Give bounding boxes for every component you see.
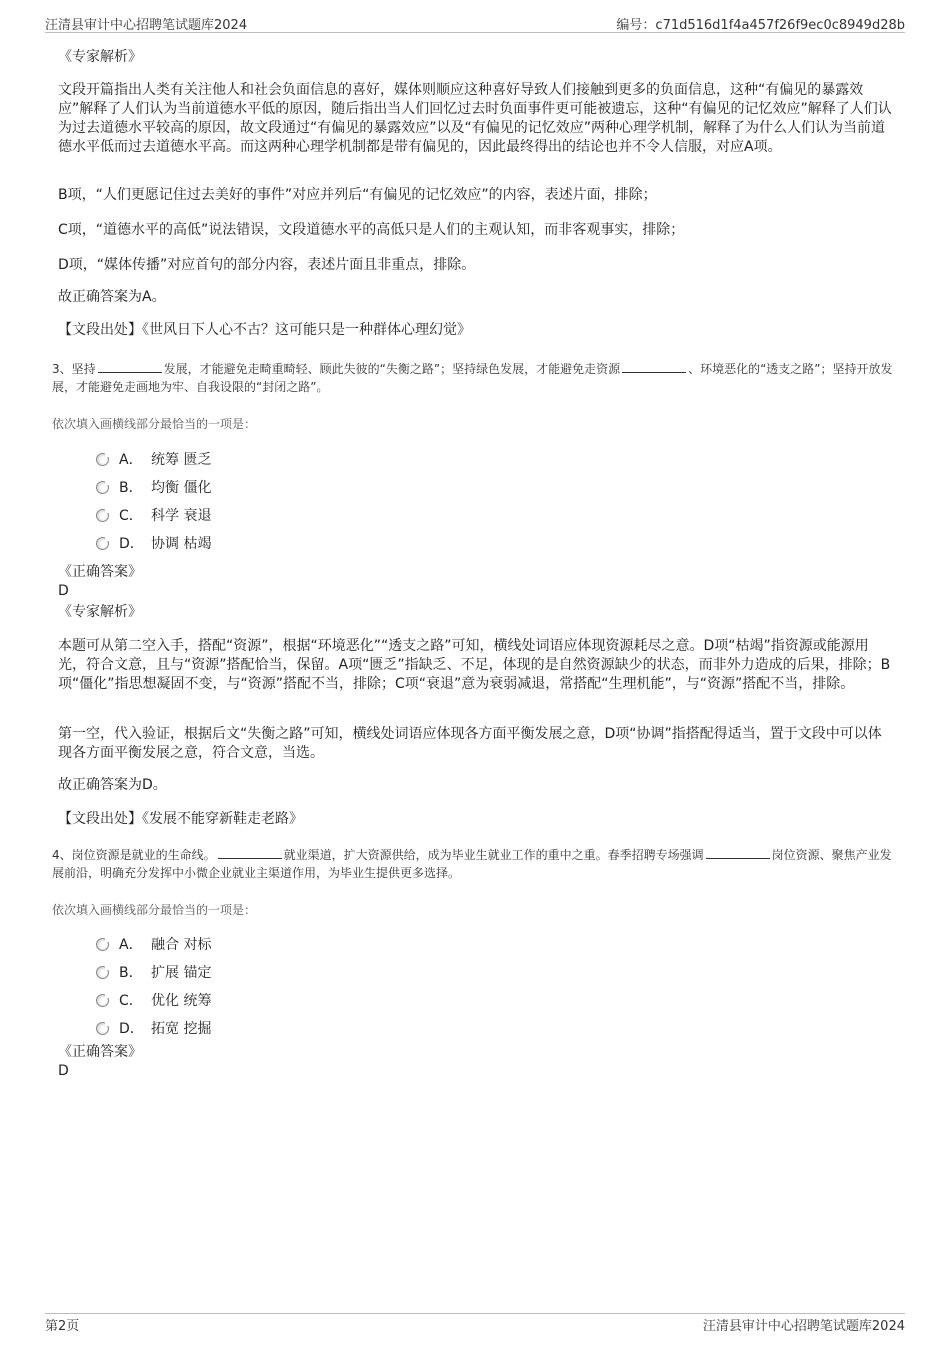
q2-analysis-paragraph: D项，“媒体传播”对应首句的部分内容，表述片面且非重点，排除。 [58, 257, 476, 273]
radio-button[interactable] [96, 481, 109, 494]
q2-conclusion: 故正确答案为A。 [58, 289, 166, 305]
q4-stem: 4、岗位资源是就业的生命线。 就业渠道，扩大资源供给，成为毕业生就业工作的重中之重。春季招聘专场强调 岗位资源、聚焦产业发展前沿，明确充分发挥中小微企业就业主渠道作用，为毕业生提供更多选择。 [52, 848, 892, 880]
q4-option-b[interactable]: B． 扩展 锚定 [96, 963, 211, 983]
radio-button[interactable] [96, 537, 109, 550]
q3-option-c[interactable]: C． 科学 衰退 [96, 506, 211, 526]
fill-blank [622, 361, 686, 373]
q3-answer-label: 《正确答案》 [58, 564, 142, 580]
radio-button[interactable] [96, 938, 109, 951]
q4-answer-label: 《正确答案》 [58, 1044, 142, 1060]
fill-blank [98, 361, 162, 373]
radio-button[interactable] [96, 453, 109, 466]
q3-conclusion: 故正确答案为D。 [58, 777, 167, 793]
radio-button[interactable] [96, 994, 109, 1007]
page-header [45, 14, 905, 33]
q3-stem: 3、坚持 发展，才能避免走畸重畸轻、顾此失彼的“失衡之路”；坚持绿色发展，才能避免走资源 、环境恶化的“透支之路”；坚持开放发展，才能避免走画地为牢、自我设限的“封闭之路”。 [52, 362, 893, 394]
page-number: 第2页 [45, 1319, 80, 1334]
page-footer [45, 1313, 905, 1334]
q3-option-a[interactable]: A． 统筹 匮乏 [96, 450, 211, 470]
footer-title: 汪清县审计中心招聘笔试题库2024 [702, 1319, 905, 1334]
q4-answer: D [58, 1063, 69, 1079]
q3-analysis-paragraph: 本题可从第二空入手，搭配“资源”，根据“环境恶化”“透支之路”可知，横线处词语应体现资源耗尽之意。D项“枯竭”指资源或能源用光，符合文意，且与“资源”搭配恰当，保留。A项“匮乏”指缺乏、不足，体现的是自然资源缺少的状态，而非外力造成的后果，排除；B项“僵化”指思想凝固不变，与“资源”搭配不当，排除；C项“衰退”意为衰弱减退，常搭配“生理机能”，与“资源”搭配不当，排除。 [58, 638, 891, 692]
header-serial-number: 编号：c71d516d1f4a457f26f9ec0c8949d28b [616, 18, 905, 33]
q2-analysis-paragraph: C项，“道德水平的高低”说法错误，文段道德水平的高低只是人们的主观认知，而非客观事实，排除； [58, 222, 685, 238]
q2-analysis-paragraph: B项，“人们更愿记住过去美好的事件”对应并列后“有偏见的记忆效应”的内容，表述片面，排除； [58, 187, 657, 203]
radio-button[interactable] [96, 509, 109, 522]
q2-source: 【文段出处】《世风日下人心不古？这可能只是一种群体心理幻觉》 [58, 322, 471, 338]
q4-option-d[interactable]: D． 拓宽 挖掘 [96, 1019, 211, 1039]
q3-source: 【文段出处】《发展不能穿新鞋走老路》 [58, 811, 303, 827]
header-title: 汪清县审计中心招聘笔试题库2024 [45, 18, 248, 33]
fill-blank [218, 847, 282, 859]
q3-analysis-paragraph: 第一空，代入验证，根据后文“失衡之路”可知，横线处词语应体现各方面平衡发展之意，D项“协调”指搭配得适当，置于文段中可以体现各方面平衡发展之意，符合文意，当选。 [58, 726, 882, 761]
q4-option-a[interactable]: A． 融合 对标 [96, 935, 211, 955]
radio-button[interactable] [96, 966, 109, 979]
q2-analysis-paragraph: 文段开篇指出人类有关注他人和社会负面信息的喜好，媒体则顺应这种喜好导致人们接触到更多的负面信息，这种“有偏见的暴露效应”解释了人们认为当前道德水平低的原因，随后指出当人们回忆过去时负面事件更可能被遗忘，这种“有偏见的记忆效应”解释了人们认为过去道德水平较高的原因，故文段通过“有偏见的暴露效应”以及“有偏见的记忆效应”两种心理学机制，解释了为什么人们认为当前道德水平低而过去道德水平高。而这两种心理学机制都是带有偏见的，因此最终得出的结论也并不令人信服，对应A项。 [58, 82, 892, 155]
q2-analysis-label: 《专家解析》 [58, 49, 142, 65]
q3-answer: D [58, 583, 69, 599]
q3-prompt: 依次填入画横线部分最恰当的一项是： [52, 417, 257, 431]
q3-option-d[interactable]: D． 协调 枯竭 [96, 534, 211, 554]
fill-blank [706, 847, 770, 859]
q4-prompt: 依次填入画横线部分最恰当的一项是： [52, 903, 257, 917]
radio-button[interactable] [96, 1022, 109, 1035]
q4-option-c[interactable]: C． 优化 统筹 [96, 991, 211, 1011]
q3-option-b[interactable]: B． 均衡 僵化 [96, 478, 211, 498]
q3-analysis-label: 《专家解析》 [58, 604, 142, 620]
